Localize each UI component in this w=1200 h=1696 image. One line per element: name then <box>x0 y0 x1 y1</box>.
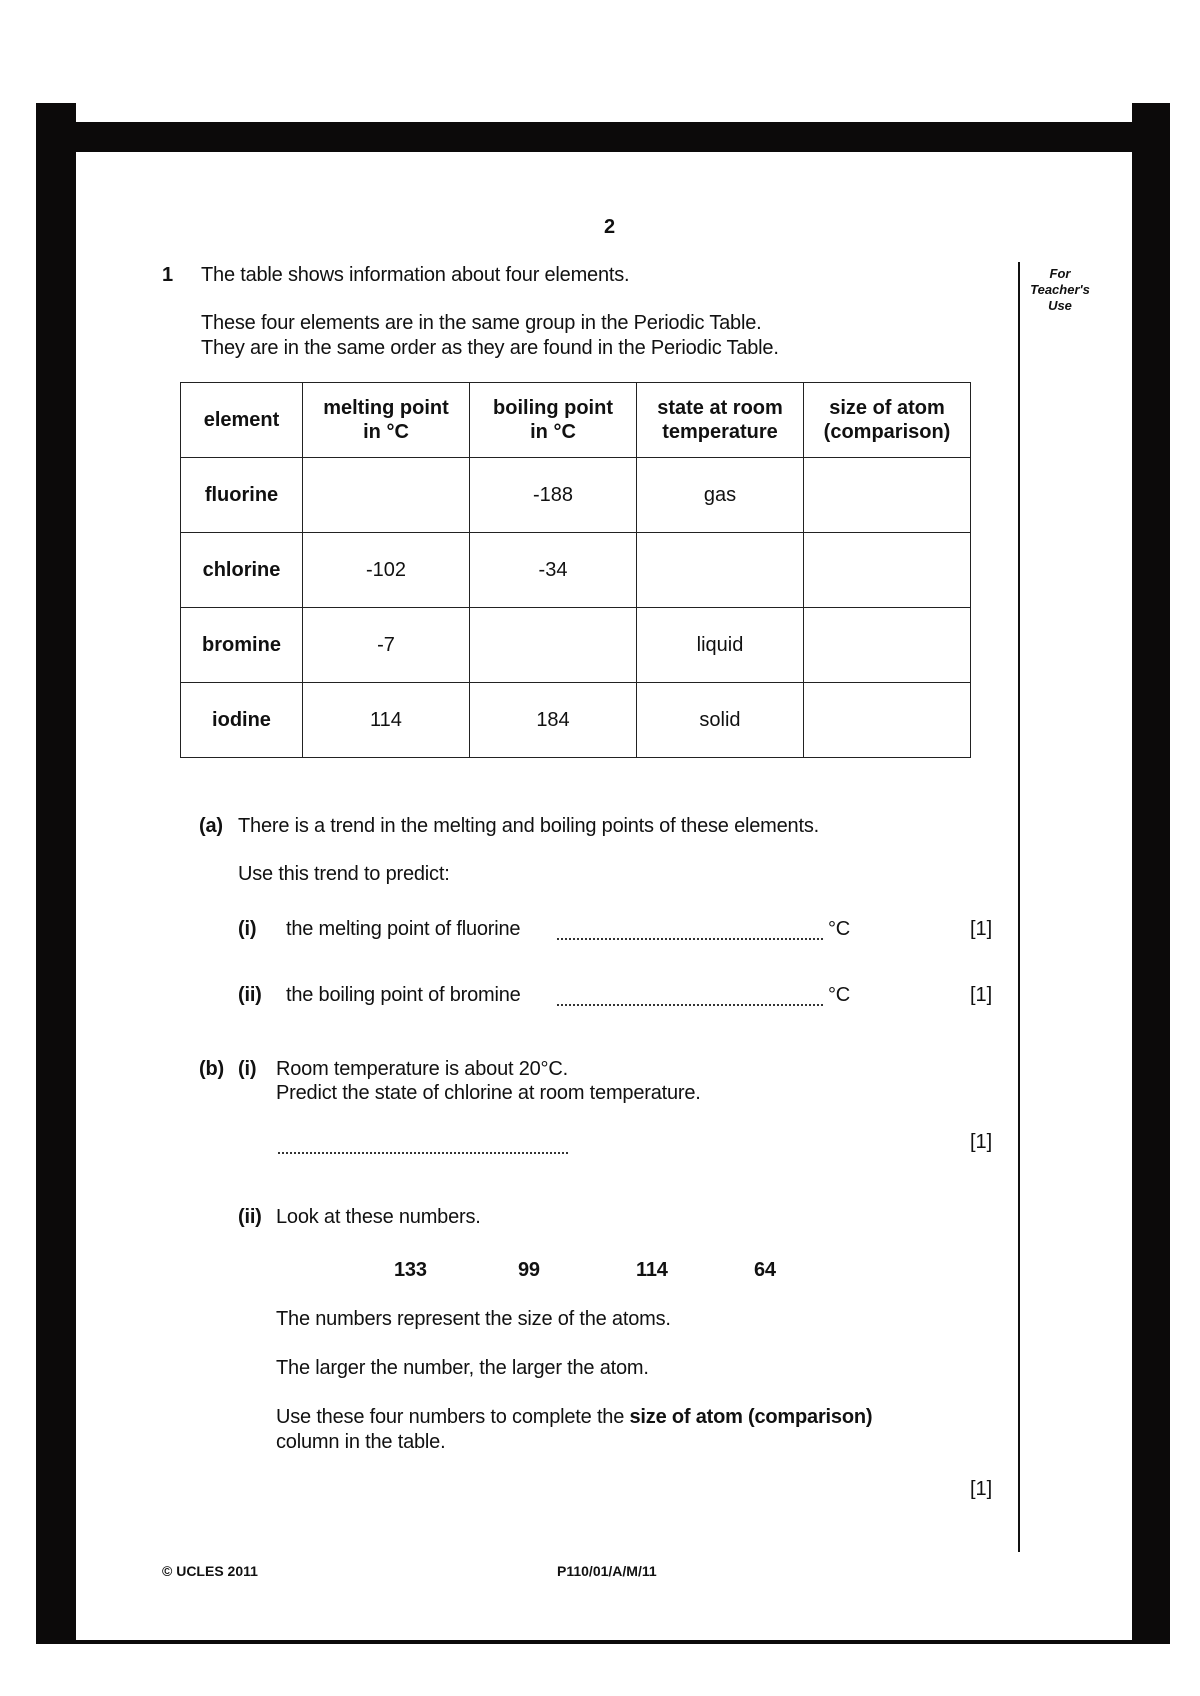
part-b-ii-label: (ii) <box>238 1206 262 1228</box>
part-b-ii-line1: The numbers represent the size of the atoms. <box>276 1308 671 1330</box>
atom-size-number: 114 <box>636 1259 668 1281</box>
cell-element: chlorine <box>181 533 303 608</box>
cell-melting-point: -102 <box>303 533 470 608</box>
cell-state: gas <box>637 458 804 533</box>
header-boiling-point: boiling point in °C <box>470 383 637 458</box>
part-b-i-line2: Predict the state of chlorine at room temperature. <box>276 1082 701 1104</box>
cell-boiling-point <box>470 608 637 683</box>
table-row <box>181 458 971 533</box>
part-a-i-label: (i) <box>238 918 257 940</box>
part-b-ii-line4: column in the table. <box>276 1431 446 1453</box>
question-number: 1 <box>162 264 173 286</box>
header-melting-point: melting point in °C <box>303 383 470 458</box>
cell-size-of-atom[interactable] <box>804 608 971 683</box>
cell-element: iodine <box>181 683 303 758</box>
cell-boiling-point: -34 <box>470 533 637 608</box>
header-state: state at room temperature <box>637 383 804 458</box>
part-a-ii-text: the boiling point of bromine <box>286 984 521 1006</box>
cell-state <box>637 533 804 608</box>
cell-element: bromine <box>181 608 303 683</box>
atom-size-number: 133 <box>394 1259 427 1281</box>
teacher-use-note: For Teacher's Use <box>1030 266 1090 313</box>
cell-size-of-atom[interactable] <box>804 458 971 533</box>
question-intro: The table shows information about four elements. <box>201 264 630 286</box>
boiling-point-answer-line[interactable] <box>557 1004 823 1006</box>
header-element: element <box>181 383 303 458</box>
part-a-ii-mark: [1] <box>970 984 993 1006</box>
cell-size-of-atom[interactable] <box>804 683 971 758</box>
context-line-1: These four elements are in the same group in the Periodic Table. <box>201 312 762 334</box>
table-row <box>181 533 971 608</box>
part-b-ii-mark: [1] <box>970 1478 993 1500</box>
scan-border-bottom <box>36 1640 1170 1644</box>
part-a-instruction: Use this trend to predict: <box>238 863 450 885</box>
cell-melting-point <box>303 458 470 533</box>
part-a-i-mark: [1] <box>970 918 993 940</box>
cell-size-of-atom[interactable] <box>804 533 971 608</box>
part-b-label: (b) <box>199 1058 224 1080</box>
part-a-ii-unit: °C <box>828 984 851 1006</box>
part-b-ii-intro: Look at these numbers. <box>276 1206 481 1228</box>
cell-state: solid <box>637 683 804 758</box>
scan-border-right <box>1132 103 1170 1644</box>
scan-border-top <box>76 122 1132 152</box>
table-row <box>181 608 971 683</box>
header-size-of-atom: size of atom (comparison) <box>804 383 971 458</box>
atom-size-number: 64 <box>754 1259 776 1281</box>
part-a-label: (a) <box>199 815 223 837</box>
atom-size-number: 99 <box>518 1259 540 1281</box>
part-b-ii-line2: The larger the number, the larger the atom. <box>276 1357 649 1379</box>
part-a-ii-label: (ii) <box>238 984 262 1006</box>
cell-melting-point: 114 <box>303 683 470 758</box>
footer-paper-code: P110/01/A/M/11 <box>557 1563 657 1579</box>
part-b-ii-line3: Use these four numbers to complete the size of atom (comparison) <box>276 1406 873 1428</box>
table-row <box>181 683 971 758</box>
part-a-i-unit: °C <box>828 918 851 940</box>
melting-point-answer-line[interactable] <box>557 938 823 940</box>
scan-border-left <box>36 103 76 1644</box>
cell-state: liquid <box>637 608 804 683</box>
page-number: 2 <box>604 216 616 238</box>
table-header-row <box>181 383 971 458</box>
footer-copyright: © UCLES 2011 <box>162 1563 258 1579</box>
teacher-margin-line <box>1018 262 1020 1552</box>
part-a-text: There is a trend in the melting and boiling points of these elements. <box>238 815 819 837</box>
elements-table <box>180 382 971 758</box>
part-a-i-text: the melting point of fluorine <box>286 918 521 940</box>
cell-element: fluorine <box>181 458 303 533</box>
size-of-atom-emphasis: size of atom (comparison) <box>629 1406 873 1428</box>
cell-melting-point: -7 <box>303 608 470 683</box>
part-b-i-label: (i) <box>238 1058 257 1080</box>
context-line-2: They are in the same order as they are found in the Periodic Table. <box>201 337 779 359</box>
chlorine-state-answer-line[interactable] <box>278 1152 568 1154</box>
cell-boiling-point: 184 <box>470 683 637 758</box>
part-b-i-line1: Room temperature is about 20°C. <box>276 1058 568 1080</box>
cell-boiling-point: -188 <box>470 458 637 533</box>
part-b-i-mark: [1] <box>970 1131 993 1153</box>
